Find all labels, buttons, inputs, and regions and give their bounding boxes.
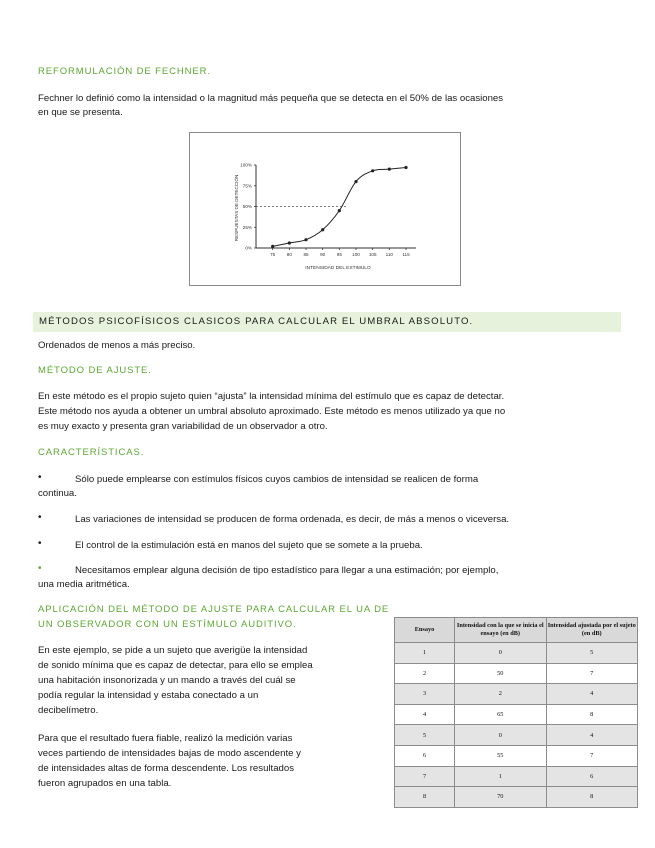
cell-ajustada: 7	[546, 745, 638, 766]
y-axis-label: RESPUESTAS DE DETECCIÓN	[234, 174, 239, 242]
example-paragraph-line-2: de sonido mínima que es capaz de detectar, para ello se emplea	[38, 660, 313, 671]
cell-ajustada: 5	[546, 643, 638, 664]
bullet-dot-3: •	[38, 538, 42, 549]
result-paragraph-line-2: veces partiendo de intensidades bajas de modo ascendente y	[38, 748, 301, 759]
table-row	[395, 766, 638, 787]
header-intensidad-inicio: Intensidad con la que se inicia el ensayo (en dB)	[455, 618, 546, 643]
table-row	[395, 745, 638, 766]
x-tick-label: 100	[352, 252, 360, 257]
series-line	[273, 167, 406, 246]
application-heading-line-2: UN OBSERVADOR CON UN ESTÍMULO AUDITIVO.	[38, 619, 297, 630]
cell-ensayo: 1	[395, 643, 455, 664]
cell-inicio: 50	[455, 663, 546, 684]
cell-ensayo: 2	[395, 663, 455, 684]
x-tick-label: 80	[286, 252, 292, 257]
cell-inicio: 0	[455, 643, 546, 664]
bullet-2: Las variaciones de intensidad se producen de forma ordenada, es decir, de más a menos o viceversa.	[75, 514, 510, 525]
table-row	[395, 684, 638, 705]
y-tick-label: 0%	[245, 245, 252, 251]
x-tick-label: 90	[320, 252, 326, 257]
x-tick-label: 95	[336, 252, 342, 257]
example-paragraph-line-4: podía regular la intensidad y estaba conectado a un	[38, 690, 259, 701]
cell-inicio: 2	[455, 684, 546, 705]
example-paragraph-line-5: decibelímetro.	[38, 705, 99, 716]
psychometric-figure	[189, 132, 461, 286]
cell-inicio: 70	[455, 787, 546, 808]
y-tick-label: 100%	[240, 162, 252, 168]
cell-ajustada: 7	[546, 663, 638, 684]
bullet-4-line-2: una media aritmética.	[38, 579, 130, 590]
fechner-paragraph-line-2: en que se presenta.	[38, 107, 123, 118]
characteristics-heading: CARACTERÍSTICAS.	[38, 447, 145, 458]
data-point	[271, 245, 274, 248]
header-ensayo: Ensayo	[395, 618, 455, 643]
x-axis-label: INTENSIDAD DEL ESTIMULO	[305, 266, 371, 271]
cell-ensayo: 4	[395, 704, 455, 725]
cell-ensayo: 7	[395, 766, 455, 787]
table-row	[395, 725, 638, 746]
header-intensidad-ajustada: Intensidad ajustada por el sujeto (en dB)	[546, 618, 638, 643]
data-point	[338, 209, 341, 212]
cell-inicio: 55	[455, 745, 546, 766]
x-tick-label: 85	[303, 252, 309, 257]
bullet-1-line-2: continua.	[38, 488, 77, 499]
data-point	[288, 241, 291, 244]
bullet-dot-4: •	[38, 563, 42, 574]
data-point	[388, 168, 391, 171]
results-table	[394, 617, 638, 808]
cell-inicio: 1	[455, 766, 546, 787]
section-heading-fechner: REFORMULACIÓN DE FECHNER.	[38, 66, 211, 77]
y-tick-label: 75%	[242, 183, 252, 189]
ajuste-paragraph-line-3: es muy exacto y presenta gran variabilidad de un observador a otro.	[38, 421, 328, 432]
method-heading-ajuste: MÉTODO DE AJUSTE.	[38, 365, 152, 376]
y-tick-label: 25%	[242, 224, 252, 230]
x-tick-label: 105	[368, 252, 377, 257]
x-tick-label: 115	[402, 252, 410, 257]
bullet-4-line-1: Necesitamos emplear alguna decisión de tipo estadístico para llegar a una estimación; por ejemplo,	[75, 565, 499, 576]
bullet-1-line-1: Sólo puede emplearse con estímulos físicos cuyos cambios de intensidad se realicen de forma	[75, 474, 479, 485]
psychometric-chart	[190, 133, 460, 285]
fechner-paragraph-line-1: Fechner lo definió como la intensidad o la magnitud más pequeña que se detecta en el 50% de las ocasiones	[38, 93, 504, 104]
x-tick-label: 75	[270, 252, 276, 257]
table-row	[395, 643, 638, 664]
cell-ensayo: 8	[395, 787, 455, 808]
cell-ensayo: 3	[395, 684, 455, 705]
result-paragraph-line-1: Para que el resultado fuera fiable, realizó la medición varias	[38, 733, 293, 744]
bullet-dot-1: •	[38, 472, 42, 483]
data-point	[371, 169, 374, 172]
methods-intro: Ordenados de menos a más preciso.	[38, 340, 196, 351]
cell-ajustada: 8	[546, 704, 638, 725]
ajuste-paragraph-line-1: En este método es el propio sujeto quien “ajusta” la intensidad mínima del estímulo que es capaz de detectar.	[38, 391, 505, 402]
cell-ajustada: 4	[546, 684, 638, 705]
data-point	[321, 228, 324, 231]
result-paragraph-line-4: fueron agrupados en una tabla.	[38, 778, 172, 789]
data-point	[354, 180, 357, 183]
application-heading-line-1: APLICACIÓN DEL MÉTODO DE AJUSTE PARA CALCULAR EL UA DE	[38, 604, 390, 615]
table-row	[395, 704, 638, 725]
x-tick-label: 110	[385, 252, 393, 257]
methods-title: MÉTODOS PSICOFÍSICOS CLASICOS PARA CALCULAR EL UMBRAL ABSOLUTO.	[39, 316, 474, 327]
ajuste-paragraph-line-2: Este método nos ayuda a obtener un umbral absoluto aproximado. Este método es menos utilizado ya que no	[38, 406, 506, 417]
example-paragraph-line-3: una habitación insonorizada y un mando a través del cuál se	[38, 675, 296, 686]
y-tick-label: 50%	[242, 204, 252, 210]
data-point	[304, 238, 307, 241]
table-row	[395, 663, 638, 684]
table-row	[395, 787, 638, 808]
cell-ajustada: 6	[546, 766, 638, 787]
result-paragraph-line-3: de intensidades altas de forma descendente. Los resultados	[38, 763, 295, 774]
cell-ensayo: 5	[395, 725, 455, 746]
data-point	[404, 166, 407, 169]
cell-inicio: 0	[455, 725, 546, 746]
bullet-dot-2: •	[38, 512, 42, 523]
cell-ajustada: 8	[546, 787, 638, 808]
bullet-3: El control de la estimulación está en manos del sujeto que se somete a la prueba.	[75, 540, 423, 551]
cell-inicio: 65	[455, 704, 546, 725]
cell-ensayo: 6	[395, 745, 455, 766]
methods-title-band	[33, 312, 621, 332]
table-header-row	[395, 618, 638, 643]
example-paragraph-line-1: En este ejemplo, se pide a un sujeto que averigüe la intensidad	[38, 645, 308, 656]
cell-ajustada: 4	[546, 725, 638, 746]
